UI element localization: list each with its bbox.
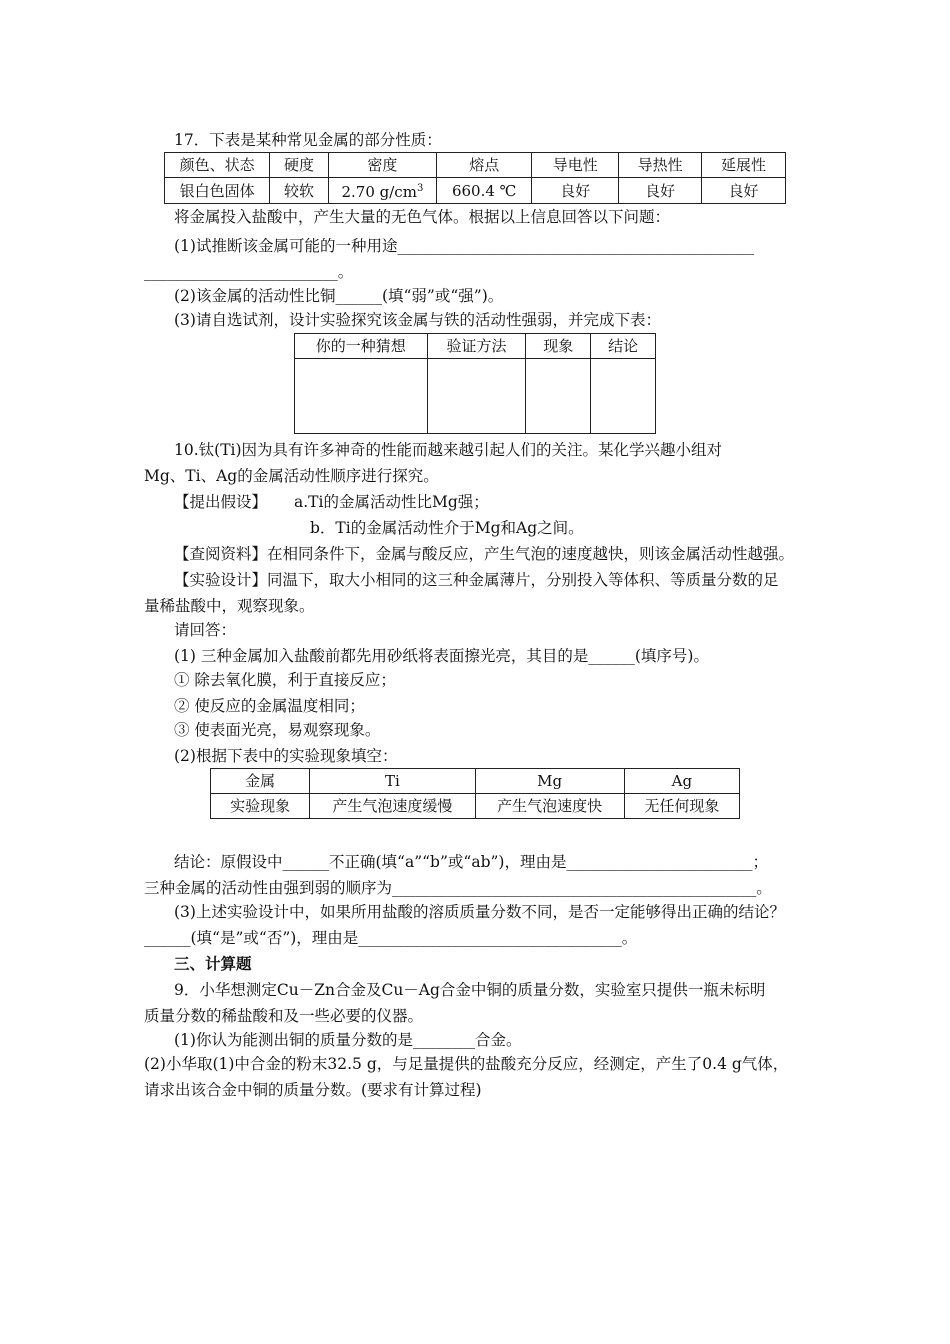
q9-part1: (1)你认为能测出铜的质量分数的是________合金。	[174, 1031, 522, 1049]
observation-table	[210, 768, 740, 819]
metal-properties-table	[164, 152, 786, 204]
table-row	[295, 359, 656, 434]
density-superscript: 3	[416, 183, 424, 194]
q17-context: 将金属投入盐酸中，产生大量的无色气体。根据以上信息回答以下问题：	[174, 208, 671, 226]
table-header-cell: 颜色、状态	[165, 153, 270, 178]
table-cell: 良好	[702, 178, 786, 204]
q10-option2: ② 使反应的金属温度相同；	[174, 697, 365, 715]
table-header-cell: Ti	[310, 769, 475, 794]
q10-line1: 10.钛(Ti)因为具有许多神奇的性能而越来越引起人们的关注。某化学兴趣小组对	[174, 441, 723, 459]
answer-cell[interactable]	[295, 359, 428, 434]
table-row	[165, 153, 786, 178]
q17-intro: 17．下表是某种常见金属的部分性质：	[174, 131, 442, 149]
table-header-cell: Mg	[475, 769, 624, 794]
table-row	[165, 178, 786, 204]
table-header-cell: 导电性	[532, 153, 619, 178]
table-row	[211, 794, 740, 819]
q10-conclusion-line1: 结论：原假设中______不正确(填“a”“b”或“ab”)，理由是________________________；	[174, 853, 768, 871]
q9-part2-line2: 请求出该合金中铜的质量分数。(要求有计算过程)	[144, 1081, 482, 1099]
table-header-cell: 现象	[526, 334, 591, 359]
table-header-cell: 熔点	[437, 153, 532, 178]
q10-option3: ③ 使表面光亮，易观察现象。	[174, 721, 381, 739]
section-title-calculation: 三、计算题	[174, 954, 252, 973]
table-cell: 良好	[532, 178, 619, 204]
table-cell: 银白色固体	[165, 178, 270, 204]
q9-line2: 质量分数的稀盐酸和及一些必要的仪器。	[144, 1007, 424, 1025]
table-header-cell: 金属	[211, 769, 310, 794]
table-cell: 产生气泡速度快	[475, 794, 624, 819]
q10-part2: (2)根据下表中的实验现象填空：	[174, 747, 398, 765]
answer-cell[interactable]	[427, 359, 526, 434]
density-value: 2.70 g/cm	[341, 183, 417, 201]
q10-hypothesis-label: 【提出假设】	[174, 493, 268, 511]
table-row	[211, 769, 740, 794]
table-cell-density	[328, 178, 436, 204]
q10-option1: ① 除去氧化膜，利于直接反应；	[174, 671, 396, 689]
table-cell: 产生气泡速度缓慢	[310, 794, 475, 819]
answer-cell[interactable]	[591, 359, 656, 434]
q10-part3-line1: (3)上述实验设计中，如果所用盐酸的溶质质量分数不同，是否一定能够得出正确的结论？	[174, 903, 785, 921]
table-header-cell: 硬度	[270, 153, 328, 178]
table-header-cell: Ag	[624, 769, 739, 794]
q10-design-line1: 【实验设计】同温下，取大小相同的这三种金属薄片，分别投入等体积、等质量分数的足	[174, 571, 779, 589]
table-header-cell: 密度	[328, 153, 436, 178]
experiment-answer-table	[294, 333, 656, 434]
q17-part1-line1: (1)试推断该金属可能的一种用途______________________________________________	[174, 237, 754, 255]
q10-conclusion-line2: 三种金属的活动性由强到弱的顺序为_______________________________________________。	[144, 879, 772, 897]
q10-reference: 【查阅资料】在相同条件下，金属与酸反应，产生气泡的速度越快，则该金属活动性越强。	[174, 545, 795, 563]
table-cell: 660.4 ℃	[437, 178, 532, 204]
table-header-cell: 你的一种猜想	[295, 334, 428, 359]
q10-line2: Mg、Ti、Ag的金属活动性顺序进行探究。	[144, 467, 439, 485]
q9-line1: 9．小华想测定Cu－Zn合金及Cu－Ag合金中铜的质量分数，实验室只提供一瓶未标明	[174, 981, 766, 999]
table-row	[295, 334, 656, 359]
q10-part3-line2: ______(填“是”或“否”)，理由是__________________________________。	[144, 929, 638, 947]
q9-part2-line1: (2)小华取(1)中合金的粉末32.5 g，与足量提供的盐酸充分反应，经测定，产生了0.4 g气体，	[144, 1055, 789, 1073]
table-header-cell: 结论	[591, 334, 656, 359]
q10-design-line2: 量稀盐酸中，观察现象。	[144, 597, 315, 615]
q10-hypothesis-a: a.Ti的金属活动性比Mg强；	[294, 493, 489, 511]
table-header-cell: 延展性	[702, 153, 786, 178]
table-header-cell: 导热性	[619, 153, 702, 178]
q10-hypothesis-b: b．Ti的金属活动性介于Mg和Ag之间。	[310, 519, 584, 537]
table-cell: 良好	[619, 178, 702, 204]
q10-part1: (1) 三种金属加入盐酸前都先用砂纸将表面擦光亮，其目的是______(填序号)。	[174, 647, 709, 665]
table-cell: 较软	[270, 178, 328, 204]
answer-cell[interactable]	[526, 359, 591, 434]
q10-answer-prompt: 请回答：	[174, 621, 237, 639]
q17-part2: (2)该金属的活动性比铜______(填“弱”或“强”)。	[174, 287, 504, 305]
q17-part1-line2: _________________________。	[144, 263, 354, 281]
table-cell: 无任何现象	[624, 794, 739, 819]
q17-part3: (3)请自选试剂，设计实验探究该金属与铁的活动性强弱，并完成下表：	[174, 311, 661, 329]
table-cell: 实验现象	[211, 794, 310, 819]
table-header-cell: 验证方法	[427, 334, 526, 359]
